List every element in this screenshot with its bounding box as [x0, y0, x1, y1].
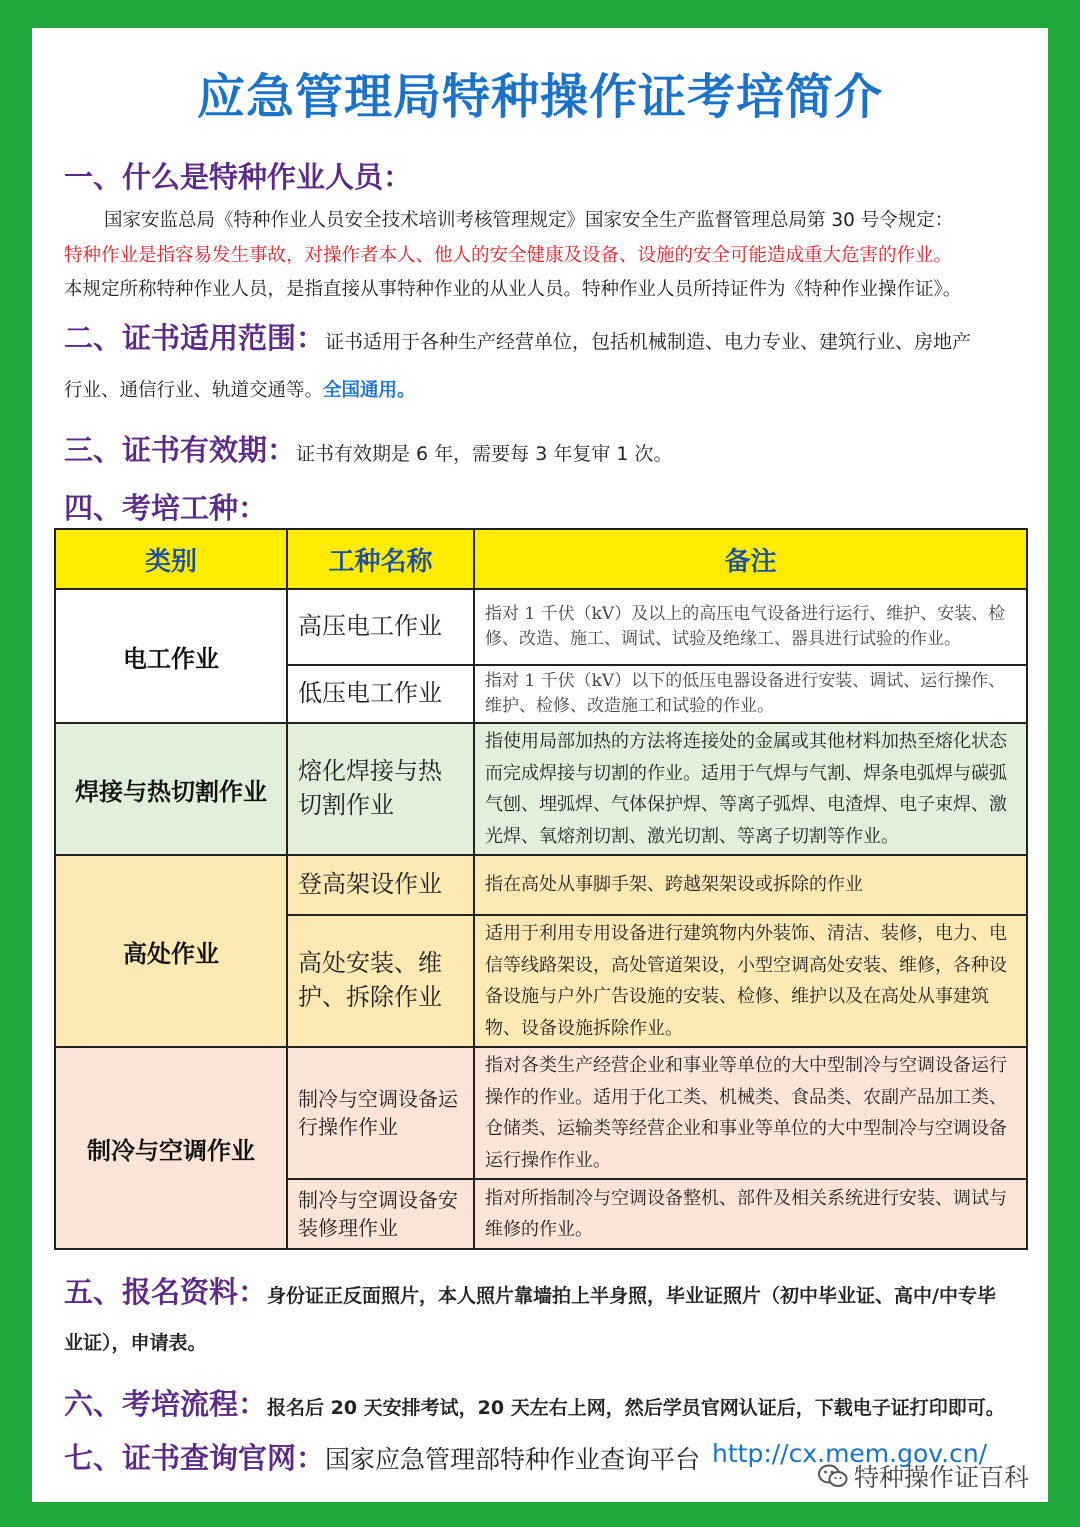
section-7-title: 七、证书查询官网：	[64, 1441, 326, 1475]
jobs-table	[54, 528, 1028, 1250]
job-cell: 登高架设作业	[287, 855, 474, 915]
table-row	[55, 589, 1027, 665]
col-header-job: 工种名称	[287, 529, 474, 589]
note-cell: 指对所指制冷与空调设备整机、部件及相关系统进行安装、调试与维修的作业。	[474, 1179, 1027, 1249]
section-3-text: 证书有效期是 6 年，需要每 3 年复审 1 次。	[296, 443, 673, 465]
section-6-title: 六、考培流程：	[64, 1387, 268, 1421]
category-cell: 制冷与空调作业	[55, 1047, 287, 1249]
category-cell: 焊接与热切割作业	[55, 723, 287, 855]
watermark	[818, 1458, 1029, 1494]
query-url[interactable]: http://cx.mem.gov.cn/	[712, 1439, 988, 1468]
note-cell: 指使用局部加热的方法将连接处的金属或其他材料加热至熔化状态而完成焊接与切割的作业。适用于气焊与气割、焊条电弧焊与碳弧气刨、埋弧焊、气体保护焊、等离子弧焊、电渣焊、电子束焊、激光焊、氧熔剂切割、激光切割、等离子切割等作业。	[474, 723, 1027, 855]
section-2-heading	[64, 316, 971, 357]
section-1-heading: 一、什么是特种作业人员：	[64, 160, 413, 194]
note-cell: 指对 1 千伏（kV）及以上的高压电气设备进行运行、维护、安装、检修、改造、施工、调试、试验及绝缘工、器具进行试验的作业。	[474, 589, 1027, 665]
section-1-line1: 国家安监总局《特种作业人员安全技术培训考核管理规定》国家安全生产监督管理总局第 30 号令规定：	[104, 210, 954, 231]
section-5-text-b: 业证），申请表。	[64, 1332, 207, 1354]
table-row	[55, 855, 1027, 915]
note-cell: 指在高处从事脚手架、跨越架架设或拆除的作业	[474, 855, 1027, 915]
section-5-text-a: 身份证正反面照片，本人照片靠墙拍上半身照，毕业证照片（初中毕业证、高中/中专毕	[267, 1285, 996, 1307]
section-2-text-a: 证书适用于各种生产经营单位，包括机械制造、电力专业、建筑行业、房地产	[325, 331, 972, 353]
col-header-category: 类别	[55, 529, 287, 589]
section-3-heading	[64, 428, 673, 469]
job-cell: 制冷与空调设备安装修理作业	[287, 1179, 474, 1249]
note-cell: 指对 1 千伏（kV）以下的低压电器设备进行安装、调试、运行操作、维护、检修、改造施工和试验的作业。	[474, 665, 1027, 723]
job-cell: 制冷与空调设备运行操作作业	[287, 1047, 474, 1179]
section-2-title: 二、证书适用范围：	[64, 321, 326, 355]
category-cell: 电工作业	[55, 589, 287, 723]
section-3-title: 三、证书有效期：	[64, 433, 297, 467]
section-7-heading	[64, 1436, 700, 1477]
note-cell: 适用于利用专用设备进行建筑物内外装饰、清洁、装修，电力、电信等线路架设，高处管道架设，小型空调高处安装、维修，各种设备设施与户外广告设施的安装、检修、维护以及在高处从事建筑物、设备设施拆除作业。	[474, 915, 1027, 1047]
job-cell: 熔化焊接与热切割作业	[287, 723, 474, 855]
table-row	[55, 723, 1027, 855]
section-4-heading: 四、考培工种：	[64, 491, 268, 525]
section-5-heading	[64, 1270, 996, 1311]
table-header-row	[55, 529, 1027, 589]
section-2-text-b: 行业、通信行业、轨道交通等。	[64, 380, 324, 401]
section-7-text: 国家应急管理部特种作业查询平台	[325, 1445, 701, 1474]
job-cell: 高压电工作业	[287, 589, 474, 665]
job-cell: 低压电工作业	[287, 665, 474, 723]
job-cell: 高处安装、维护、拆除作业	[287, 915, 474, 1047]
section-5-title: 五、报名资料：	[64, 1275, 268, 1309]
table-row	[55, 1047, 1027, 1179]
section-1-line3: 本规定所称特种作业人员，是指直接从事特种作业的从业人员。特种作业人员所持证件为《特种作业操作证》。	[64, 279, 962, 300]
note-cell: 指对各类生产经营企业和事业等单位的大中型制冷与空调设备运行操作的作业。适用于化工类、机械类、食品类、农副产品加工类、仓储类、运输类等经营企业和事业等单位的大中型制冷与空调设备运行操作作业。	[474, 1047, 1027, 1179]
page-title: 应急管理局特种操作证考培简介	[196, 69, 883, 125]
section-2-highlight: 全国通用。	[323, 380, 416, 401]
section-2-line2	[64, 376, 1016, 402]
col-header-note: 备注	[474, 529, 1027, 589]
section-6-heading	[64, 1382, 1005, 1423]
category-cell: 高处作业	[55, 855, 287, 1047]
wechat-icon	[818, 1463, 848, 1489]
section-6-text: 报名后 20 天安排考试，20 天左右上网，然后学员官网认证后，下载电子证打印即可。	[267, 1397, 1005, 1419]
watermark-text: 特种操作证百科	[854, 1463, 1030, 1492]
section-1-line2: 特种作业是指容易发生事故，对操作者本人、他人的安全健康及设备、设施的安全可能造成重大危害的作业。	[64, 245, 953, 266]
